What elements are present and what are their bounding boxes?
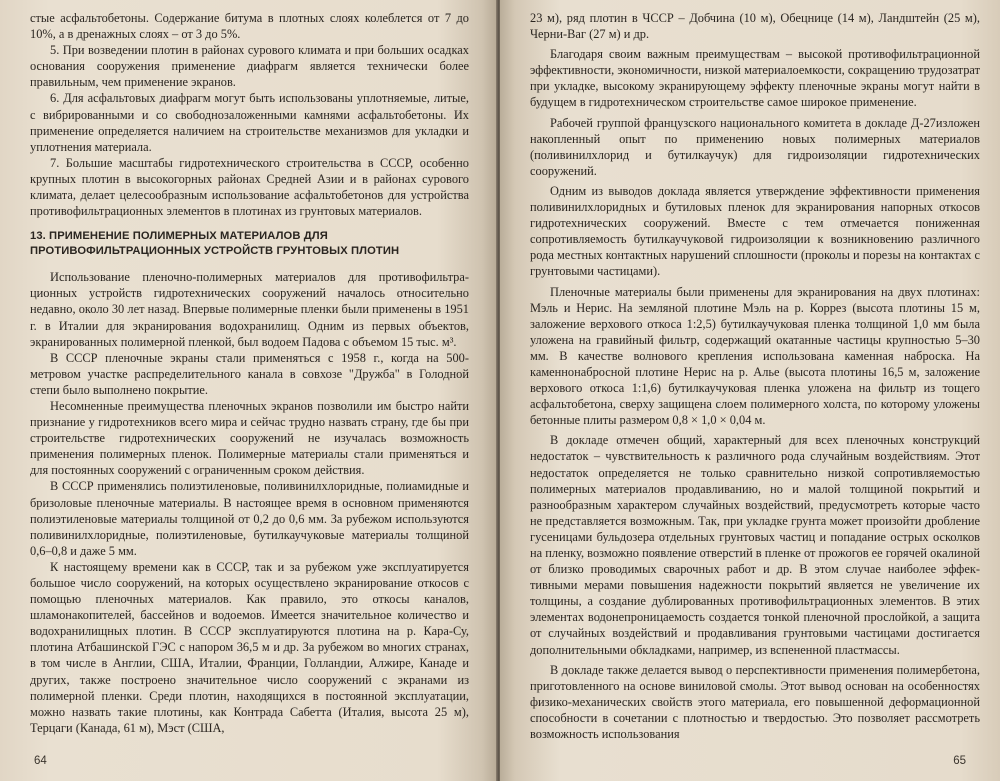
left-page xyxy=(0,0,497,781)
paragraph: 7. Большие масштабы гидротехнического строительства в СССР, особенно крупных плотин в высокогорных районах Средней Азии и в районах сурового климата, делает целесообразным использование асфальтобетонов для устройства противофильтрационных элементов в плотинах из грунтовых материалов. xyxy=(30,155,469,219)
paragraph: Несомненные преимущества пленочных экранов позволили им быстро найти признание у гидротехников всего мира и сейчас трудно назвать страну, где бы при строительстве гидротехнических сооружений не изучалась возможность применения полимерных пленок. Полимерные материалы стали применяться и для постоянных сооружений с ограниченным сроком действия. xyxy=(30,398,469,478)
section-heading: 13. ПРИМЕНЕНИЕ ПОЛИМЕРНЫХ МАТЕРИАЛОВ ДЛЯ ПРОТИВОФИЛЬТРАЦИОННЫХ УСТРОЙСТВ ГРУНТОВЫХ ПЛОТИН xyxy=(30,230,400,258)
page-number: 65 xyxy=(953,754,966,767)
paragraph: В СССР применялись полиэтиленовые, поливинилхлоридные, полиамидные и бризоловые пленочные материалы. В настоящее время в основном применяются полиэтиленовые материалы толщиной от 0,2 до 0,6 мм. За рубежом используются поливинилхлоридные, полиэтиленовые, бутилкаучуковые материалы толщиной 0,6–0,8 и даже 5 мм. xyxy=(30,479,469,558)
paragraph: Пленочные материалы были применены для экранирования на двух плотинах: Мэль и Нерис. На земляной плотине Мэль на р. Коррез (высота плотины 15 м, заложение верхового откоса 1:2,5) бутилкаучуковая пленка толщиной 1,0 мм была уложена на гравийный фильтр, содержащий окатанные частицы крупностью 5–30 мм. В качестве волнового крепления использована каменная наброска. На каменнонабросной плотине Нерис на р. Алье (высота плотины 16,5 м, заложение верхового откоса 1:1,6) бутилкаучуковая пленка уложена на фильтр из тощего асфальтобетона, сверху защищена слоем полимерного холста, по которому уложены бетонные плиты размером 0,8 × 1,0 × 0,04 м. xyxy=(530,284,980,428)
paragraph: Благодаря своим важным преимуществам – высокой противофильтрационной эффективности, экономичности, низкой материалоемкости, сокращению трудозатрат при укладке, высокому экранирующему эффекту пленочные экраны могут найти в будущем в гидротехническом строительстве самое широкое применение. xyxy=(530,47,980,110)
page-number: 64 xyxy=(34,754,47,767)
paragraph: Использование пленочно-полимерных материалов для противофильтрационных устройств гидротехнических сооружений началось относительно недавно, около 30 лет назад. Впервые полимерные пленки были применены в 1951 г. в Италии для экранирования водохранилищ. Одним из первых объектов, экранированных полимерной пленкой, был водоем Падова с объемом 15 тыс. м³. xyxy=(30,270,469,349)
paragraph: стые асфальтобетоны. Содержание битума в плотных слоях колеблется от 7 до 10%, а в дренажных слоях – от 3 до 5%. xyxy=(30,11,469,42)
paragraph: В СССР пленочные экраны стали применяться с 1958 г., когда на 500-метровом участке распределительного канала в совхозе "Дружба" в Голодной степи было выполнено покрытие. xyxy=(30,350,469,397)
paragraph: К настоящему времени как в СССР, так и за рубежом уже эксплуатируется большое число сооружений, на которых осуществлено экранирование откосов с помощью пленочных материалов. Как правило, это откосы каналов, шламонакопителей, бассейнов и водоемов. Имеется значительное количество и водохранилищных плотин. В СССР эксплуатируются плотина на р. Кара-Су, плотина Атбашинской ГЭС с напором 36,5 м и др. За рубежом во многих странах, в том числе в Англии, США, Италии, Франции, Голландии, Алжире, Канаде и других, также построено значительное число сооружений с экранами из полимерной пленки. Среди плотин, находящихся в постоянной эксплуатации, можно назвать такие плотины, как Контрада Сабетта (Италия, высота 25 м), Терцаги (Канада, 61 м), Мэст (США, xyxy=(30,559,469,735)
paragraph: 6. Для асфальтовых диафрагм могут быть использованы уплотняемые, литые, с вибрированными и со свободнозаложенными камнями асфальтобетоны. Их применение определяется наличием на строительстве механизмов для укладки и уплотнения материала. xyxy=(30,91,469,154)
paragraph: Одним из выводов доклада является утверждение эффективности применения поливинилхлоридных и бутиловых пленок для экранирования напорных откосов гидротехнических сооружений. Вместе с тем отмечается пониженная сопротивляемость бутилкаучуковой гидроизоляции к возникновению различного рода местных контактных нарушений сплошности (проколы и порезы на контактах с грунтовыми частицами). xyxy=(530,183,980,279)
right-page xyxy=(500,0,1000,781)
paragraph: Рабочей группой французского национального комитета в докладе Д-27изложен накопленный опыт по применению новых полимерных материалов (поливинилхлорид и бутилкаучук) для гидроизоляции гидротехнических сооружений. xyxy=(530,115,980,178)
paragraph: В докладе также делается вывод о перспективности применения полимербетона, приготовленного на основе виниловой смолы. Этот вывод основан на особенностях физико-механических свойств этого материала, его повышенной деформационной способности в сочетании с плотностью и твердостью. Это позволяет рассмотреть возможность использования xyxy=(530,662,980,742)
paragraph: 23 м), ряд плотин в ЧССР – Добчина (10 м), Обецнице (14 м), Ландштейн (25 м), Черни-Ваг (27 м) и др. xyxy=(530,11,980,42)
paragraph: В докладе отмечен общий, характерный для всех пленочных конструкций недостаток – чувствительность к различного рода случайным воздействиям. Этот недостаток определяется не только сравнительно низкой сопротивляемостью полимерных материалов продавливанию, но и малой толщиной покрытий и разнообразным характером случайных воздействий, предусмотреть которые часто не представляется возможным. Так, при укладке грунта может произойти дробление гусеницами бульдозера отдельных грунтовых частиц и попадание острых осколков на пленку, возможно появление отверстий в пленке от прожогов ее горячей окалиной от близко проводимых сварочных работ и др. В этом случае наиболее эффективными мерами повышения надежности покрытий является не увеличение их толщины, а создание дублированных противофильтрационных элементов. В этих элементах водонепроницаемость создается тонкой пленочной прослойкой, а защита от случайных воздействий и продавливания грунтовыми частицами достигается дополнительными обкладками, например, из вспененной пластмассы. xyxy=(530,433,980,657)
paragraph: 5. При возведении плотин в районах сурового климата и при больших осадках основания сооружения применение диафрагм является технически более правильным, чем применение экранов. xyxy=(30,43,469,90)
